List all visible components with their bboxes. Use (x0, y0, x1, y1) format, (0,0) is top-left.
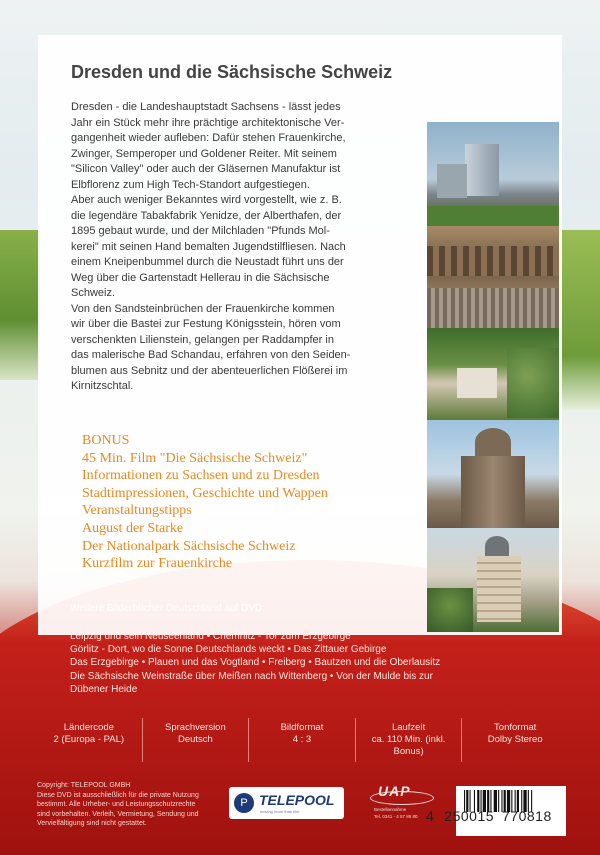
copyright-line: Vervielfältigung sind nicht gestattet. (37, 820, 147, 828)
glass-building-shape (465, 144, 499, 196)
telepool-wordmark: TELEPOOL (259, 792, 335, 808)
bonus-item: Informationen zu Sachsen und zu Dresden (82, 468, 320, 484)
description-line: 1895 gebaut wurde, und der Milchladen "Pfunds Mol- (71, 225, 330, 237)
spec-label: Tonformat (494, 722, 537, 733)
copyright-line: Diese DVD ist ausschließlich für die private Nutzung (37, 791, 199, 799)
bonus-list (82, 432, 442, 573)
villa-shape (457, 368, 497, 398)
telepool-tagline: moving more than film (260, 809, 300, 814)
description-line: kerei" mit seinen Hand bemalten Jugendstilfliesen. Nach (71, 240, 346, 253)
copyright-line: bestimmt. Alle Urheber- und Leistungsschutzrechte (37, 801, 196, 809)
spec-value: Deutsch (177, 734, 213, 745)
copyright-line: Copyright: TELEPOOL GMBH (37, 782, 131, 789)
barcode-group-2: 770818 (502, 808, 552, 824)
barcode-digit-first: 4 (426, 808, 435, 824)
photo-frauenkirche (427, 420, 559, 528)
description-line: "Silicon Valley" oder auch der Gläsernen Manufaktur ist (71, 163, 341, 175)
further-dvds-line: Dübener Heide (70, 683, 138, 695)
further-dvds-line: Görlitz - Dort, wo die Sonne Deutschlands weckt • Das Zittauer Gebirge (70, 644, 387, 656)
copyright-notice (37, 781, 207, 829)
spec-value: 4 : 3 (292, 734, 312, 745)
description-line: Jahr ein Stück mehr ihre prächtige architektonische Ver- (71, 116, 345, 129)
bonus-item: Veranstaltungstipps (82, 503, 192, 519)
spec-runtime (355, 718, 462, 762)
description-line: Dresden - die Landeshauptstadt Sachsens - lässt jedes (71, 101, 341, 113)
spec-language (142, 718, 249, 762)
photo-glass-manufactory (427, 122, 559, 226)
telepool-logo (229, 787, 344, 819)
description-line: die legendäre Tabakfabrik Yenidze, der Alberthafen, der (71, 209, 342, 222)
spec-label: Sprachversion (165, 722, 226, 733)
bonus-item: Kurzfilm zur Frauenkirche (82, 556, 233, 572)
technical-specs (36, 718, 568, 762)
bonus-item: August der Starke (82, 520, 184, 536)
page-title: Dresden und die Sächsische Schweiz (71, 62, 393, 82)
description-line: Von den Sandsteinbrüchen der Frauenkirche kommen (71, 302, 335, 315)
further-dvds-line: Die Sächsische Weinstraße über Meißen nach Wittenberg • Von der Mulde bis zur (70, 670, 433, 682)
further-dvds-line: Leipzig und sein Neuseenland • Chemnitz - Tor zum Erzgebirge (70, 631, 351, 642)
uap-wordmark: UAP (378, 783, 411, 799)
tree-shape (427, 588, 473, 632)
bonus-item: Der Nationalpark Sächsische Schweiz (82, 538, 296, 554)
yenidze-building-shape (477, 556, 521, 622)
spec-value: 2 (Europa - PAL) (53, 734, 125, 745)
building-shape (437, 164, 467, 198)
telepool-icon: P (234, 793, 254, 813)
yenidze-dome-shape (485, 536, 509, 556)
description-line: Elbflorenz zum High Tech-Standort aufgestiegen. (71, 178, 310, 191)
photo-fuerstenzug (427, 226, 559, 328)
description-line: Zwinger, Semperoper und Goldener Reiter. Mit seinem (71, 147, 337, 160)
spec-region (36, 718, 142, 762)
bonus-item: Stadtimpressionen, Geschichte und Wappen (82, 485, 328, 501)
spec-value: Dolby Stereo (487, 734, 543, 745)
description-line: Aber auch weniger Bekanntes wird vorgestellt, wie z. B. (71, 194, 342, 206)
uap-order-label: Bestellannahme (374, 807, 407, 812)
description-line: verschenkten Lilienstein, gelangen per Raddampfer in (71, 333, 334, 346)
spec-label: Bildformat (280, 722, 324, 733)
spec-label: Ländercode (63, 722, 114, 733)
description-line: blumen aus Sebnitz und der abenteuerlichen Flößerei im (71, 364, 348, 377)
further-dvds-line: Das Erzgebirge • Plauen und das Vogtland • Freiberg • Bautzen und die Oberlausitz (70, 657, 441, 669)
dome-shape (475, 428, 511, 456)
lawn-shape (427, 206, 559, 226)
description-line: das malerische Bad Schandau, erfahren von den Seiden- (71, 349, 351, 361)
description-line: Weg über die Gartenstadt Hellerau in die Sächsische (71, 271, 330, 284)
copyright-line: sind vorbehalten. Verleih, Vermietung, Sendung und (37, 810, 199, 818)
further-dvds-list (70, 630, 560, 696)
photo-yenidze (427, 528, 559, 632)
spec-value: ca. 110 Min. (inkl. Bonus) (371, 734, 446, 757)
description-line: gangenheit wieder aufleben: Dafür stehen Frauenkirche, (71, 132, 346, 144)
barcode-number (426, 808, 552, 824)
uap-phone: Tel. 0341 - 4 57 86 80 (374, 814, 418, 819)
description-line: einem Kneipenbummel durch die Neustadt führt uns der (71, 256, 344, 268)
spec-aspect-ratio (248, 718, 355, 762)
church-body-shape (461, 456, 525, 528)
photo-villa-garden (427, 328, 559, 420)
bonus-heading: BONUS (82, 433, 130, 448)
mural-shape (427, 246, 559, 276)
tree-shape (507, 348, 559, 418)
grass-left-decoration (0, 230, 40, 380)
further-dvds-title: Weitere Bilderbücher Deutschland auf DVD: (70, 603, 265, 614)
crowd-shape (427, 288, 559, 328)
spec-audio (461, 718, 568, 762)
bonus-item: 45 Min. Film "Die Sächsische Schweiz" (82, 450, 308, 466)
description-line: Schweiz. (71, 287, 116, 299)
description-line: Kirnitzschtal. (71, 380, 134, 392)
barcode-group-1: 250015 (444, 808, 495, 824)
spec-label: Laufzeit (391, 722, 426, 733)
description-text (71, 100, 419, 395)
description-line: wir über die Bastei zur Festung Königsstein, hören vom (71, 318, 341, 330)
